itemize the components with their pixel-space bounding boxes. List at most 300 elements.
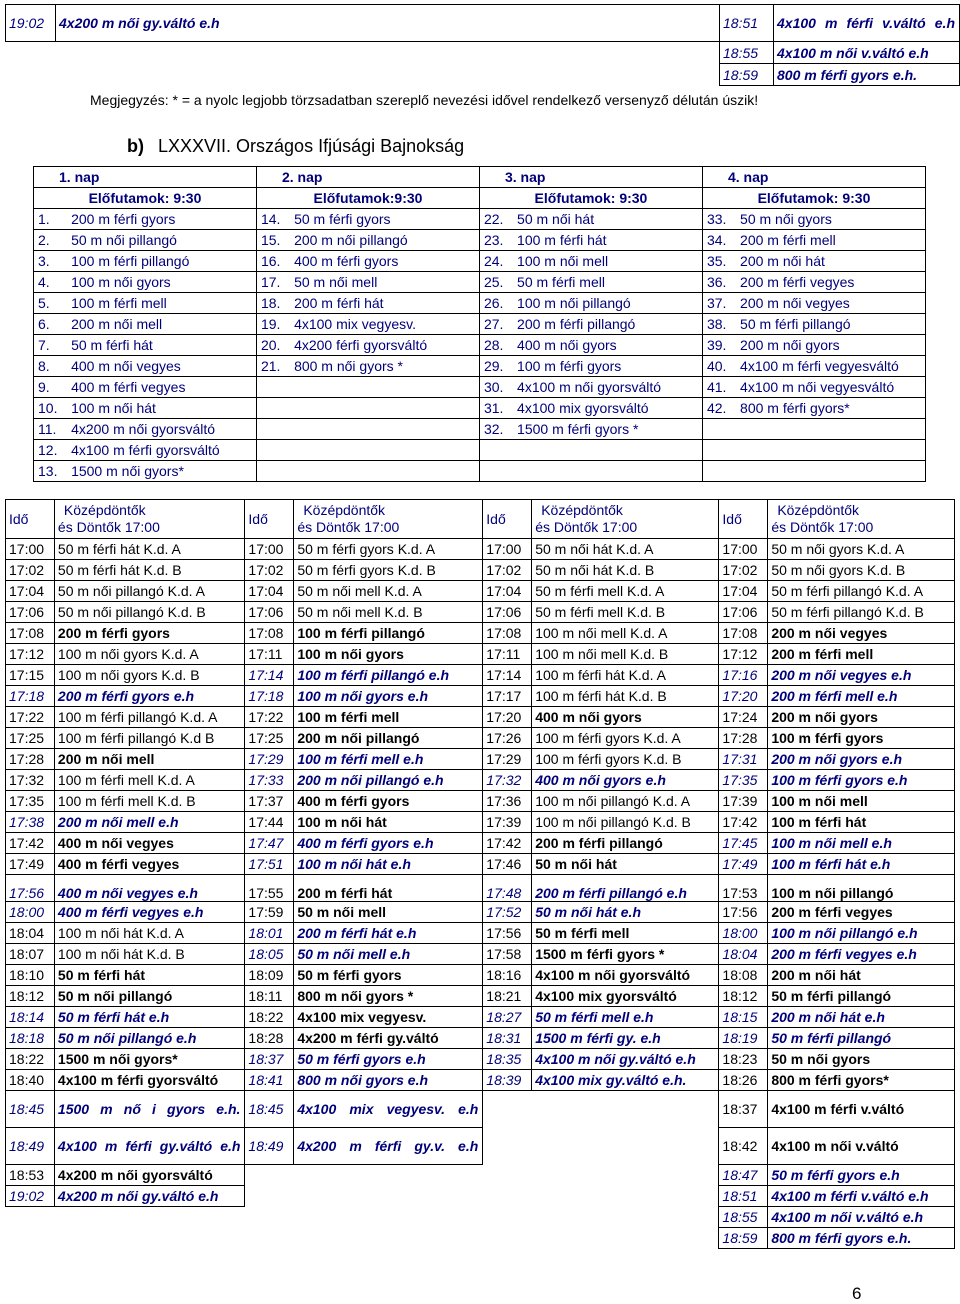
event-cell: 200 m női hát e.h — [768, 1007, 955, 1028]
time-cell: 17:11 — [483, 644, 532, 665]
time-cell: 17:56 — [6, 875, 55, 902]
event-cell: 200 m női vegyes — [768, 623, 955, 644]
continuation-schedule-table — [5, 4, 960, 86]
semifinal-label: Középdöntők — [63, 502, 146, 518]
event-name: 200 m férfi mell — [737, 230, 925, 251]
time-cell: 17:22 — [6, 707, 55, 728]
event-cell: 200 m női gyors e.h — [768, 749, 955, 770]
section-title — [127, 136, 464, 157]
event-name: 50 m férfi hát — [68, 335, 256, 356]
time-cell — [483, 1186, 532, 1207]
time-column-header: Idő — [719, 500, 768, 539]
event-name: 400 m női gyors — [514, 335, 702, 356]
footnote: Megjegyzés: * = a nyolc legjobb törzsadatban szereplő nevezési idővel rendelkező versenyző délután úszik! — [90, 92, 759, 108]
time-cell: 17:06 — [719, 602, 768, 623]
event-number: 42. — [702, 398, 737, 419]
time-cell — [245, 1228, 294, 1249]
time-cell: 18:08 — [719, 965, 768, 986]
event-cell: 100 m női hát e.h — [294, 854, 483, 875]
time-cell: 18:41 — [245, 1070, 294, 1091]
event-cell: 50 m férfi mell K.d. A — [532, 581, 719, 602]
event-number — [256, 398, 291, 419]
time-cell: 18:10 — [6, 965, 55, 986]
event-cell: 4x200 m női gy.váltó e.h — [56, 5, 720, 42]
event-name: 800 m női gyors * — [291, 356, 479, 377]
time-cell: 17:12 — [719, 644, 768, 665]
event-number — [702, 440, 737, 461]
event-cell: 50 m férfi pillangó — [768, 986, 955, 1007]
event-cell: 4x100 m férfi v.váltó — [768, 1091, 955, 1128]
event-cell: 1500 m női gyors* — [54, 1049, 245, 1070]
event-name: 4x100 mix vegyesv. — [291, 314, 479, 335]
event-number: 18. — [256, 293, 291, 314]
event-cell: 50 m női gyors K.d. A — [768, 539, 955, 560]
event-cell: 100 m női hát K.d. B — [54, 944, 245, 965]
event-cell: 800 m férfi gyors* — [768, 1070, 955, 1091]
event-cell: 50 m női gyors K.d. B — [768, 560, 955, 581]
event-cell: 50 m női mell K.d. B — [294, 602, 483, 623]
event-cell: 400 m férfi gyors — [294, 791, 483, 812]
time-cell: 18:51 — [720, 5, 774, 42]
event-cell: 4x100 m női v.váltó — [768, 1128, 955, 1165]
event-cell: 200 m férfi hát e.h — [294, 923, 483, 944]
time-cell: 18:23 — [719, 1049, 768, 1070]
event-number: 37. — [702, 293, 737, 314]
event-cell: 50 m női pillangó K.d. B — [54, 602, 245, 623]
event-cell: 100 m női mell e.h — [768, 833, 955, 854]
time-cell — [6, 1228, 55, 1249]
event-name: 4x200 férfi gyorsváltó — [291, 335, 479, 356]
event-number: 4. — [34, 272, 69, 293]
event-name: 4x100 m női vegyesváltó — [737, 377, 925, 398]
semifinal-label: Középdöntők — [541, 502, 623, 518]
time-cell: 17:18 — [6, 686, 55, 707]
time-cell: 17:08 — [245, 623, 294, 644]
table-row — [34, 272, 926, 293]
event-cell: 50 m férfi gyors K.d. B — [294, 560, 483, 581]
table-row — [6, 686, 955, 707]
day-label: 4. nap — [702, 167, 925, 188]
session-header — [294, 500, 483, 539]
time-cell: 17:12 — [6, 644, 55, 665]
event-cell: 200 m női pillangó — [294, 728, 483, 749]
event-name — [514, 440, 702, 461]
table-row — [6, 728, 955, 749]
event-number — [702, 461, 737, 482]
event-cell — [56, 64, 720, 86]
day-label: 1. nap — [34, 167, 257, 188]
event-name: 200 m női vegyes — [737, 293, 925, 314]
event-number: 24. — [479, 251, 514, 272]
time-cell: 18:26 — [719, 1070, 768, 1091]
time-cell: 17:02 — [483, 560, 532, 581]
time-cell: 17:20 — [719, 686, 768, 707]
event-cell: 100 m férfi pillangó K.d. A — [54, 707, 245, 728]
section-letter: b) — [127, 136, 144, 156]
event-name: 4x100 m férfi vegyesváltó — [737, 356, 925, 377]
event-cell: 200 m női mell — [54, 749, 245, 770]
event-cell: 200 m férfi mell — [768, 644, 955, 665]
time-cell: 17:06 — [483, 602, 532, 623]
event-cell: 50 m férfi pillangó K.d. A — [768, 581, 955, 602]
event-cell: 4x200 m férfi gy.v. e.h — [294, 1128, 483, 1165]
event-cell — [532, 1228, 719, 1249]
time-cell — [245, 1165, 294, 1186]
event-cell: 50 m férfi pillangó K.d. B — [768, 602, 955, 623]
time-cell: 18:40 — [6, 1070, 55, 1091]
event-cell: 100 m férfi gyors e.h — [768, 770, 955, 791]
time-cell: 18:55 — [719, 1207, 768, 1228]
event-cell: 200 m férfi gyors e.h — [54, 686, 245, 707]
event-cell: 50 m férfi mell K.d. B — [532, 602, 719, 623]
event-cell: 100 m férfi hát K.d. A — [532, 665, 719, 686]
event-cell: 4x100 m férfi gyorsváltó — [54, 1070, 245, 1091]
event-cell: 100 m férfi pillangó — [294, 623, 483, 644]
event-cell: 200 m női gyors — [768, 707, 955, 728]
day-label: 2. nap — [256, 167, 479, 188]
event-number: 3. — [34, 251, 69, 272]
time-cell: 17:56 — [719, 902, 768, 923]
event-number: 16. — [256, 251, 291, 272]
event-number — [702, 419, 737, 440]
time-cell: 18:53 — [6, 1165, 55, 1186]
time-cell: 17:20 — [483, 707, 532, 728]
time-cell: 17:08 — [6, 623, 55, 644]
event-cell: 4x100 m női v.váltó e.h — [768, 1207, 955, 1228]
semifinal-label: Középdöntők — [303, 502, 386, 518]
table-row — [34, 377, 926, 398]
event-cell: 50 m női mell — [294, 902, 483, 923]
event-cell: 100 m férfi mell K.d. A — [54, 770, 245, 791]
table-row — [6, 875, 955, 902]
event-cell: 4x100 mix gy.váltó e.h. — [532, 1070, 719, 1091]
time-cell: 18:37 — [245, 1049, 294, 1070]
time-cell: 18:14 — [6, 1007, 55, 1028]
event-number: 27. — [479, 314, 514, 335]
table-row — [6, 42, 960, 64]
event-name: 100 m női gyors — [68, 272, 256, 293]
time-cell: 17:47 — [245, 833, 294, 854]
event-cell: 100 m férfi mell — [294, 707, 483, 728]
table-row — [6, 1091, 955, 1128]
time-cell: 18:39 — [483, 1070, 532, 1091]
time-cell: 18:12 — [6, 986, 55, 1007]
event-number: 32. — [479, 419, 514, 440]
time-cell: 17:08 — [719, 623, 768, 644]
event-name: 100 m női mell — [514, 251, 702, 272]
event-number: 36. — [702, 272, 737, 293]
table-row — [6, 602, 955, 623]
time-cell: 19:02 — [6, 1186, 55, 1207]
time-cell: 18:42 — [719, 1128, 768, 1165]
event-name: 4x100 m férfi gyorsváltó — [68, 440, 256, 461]
event-number: 15. — [256, 230, 291, 251]
event-name: 4x100 m női gyorsváltó — [514, 377, 702, 398]
event-cell — [54, 1207, 245, 1228]
time-cell — [483, 1091, 532, 1128]
time-cell: 18:37 — [719, 1091, 768, 1128]
event-name: 50 m férfi gyors — [291, 209, 479, 230]
table-row — [34, 335, 926, 356]
time-cell: 18:21 — [483, 986, 532, 1007]
time-cell: 17:02 — [6, 560, 55, 581]
time-cell: 17:39 — [719, 791, 768, 812]
time-cell: 17:25 — [245, 728, 294, 749]
event-number: 33. — [702, 209, 737, 230]
table-row — [6, 644, 955, 665]
time-cell: 17:28 — [6, 749, 55, 770]
event-name: 400 m női vegyes — [68, 356, 256, 377]
table-row — [6, 1028, 955, 1049]
time-cell: 17:14 — [245, 665, 294, 686]
session-header — [768, 500, 955, 539]
time-cell: 17:36 — [483, 791, 532, 812]
event-name: 200 m női mell — [68, 314, 256, 335]
event-name — [737, 419, 925, 440]
section-heading: LXXXVII. Országos Ifjúsági Bajnokság — [158, 136, 465, 156]
event-cell: 200 m női vegyes e.h — [768, 665, 955, 686]
time-cell: 18:51 — [719, 1186, 768, 1207]
event-cell: 100 m női mell — [768, 791, 955, 812]
event-name: 200 m női pillangó — [291, 230, 479, 251]
time-cell — [6, 42, 56, 64]
event-number — [256, 419, 291, 440]
event-name — [291, 419, 479, 440]
time-cell: 17:32 — [6, 770, 55, 791]
event-cell: 50 m férfi hát e.h — [54, 1007, 245, 1028]
table-row — [6, 1228, 955, 1249]
event-cell: 50 m férfi mell — [532, 923, 719, 944]
event-name: 1500 m férfi gyors * — [514, 419, 702, 440]
time-cell: 17:17 — [483, 686, 532, 707]
event-cell: 50 m férfi gyors — [294, 965, 483, 986]
table-row — [34, 251, 926, 272]
time-cell: 18:47 — [719, 1165, 768, 1186]
event-cell: 200 m női hát — [768, 965, 955, 986]
table-row — [6, 1070, 955, 1091]
event-cell: 4x100 m női gy.váltó e.h — [532, 1049, 719, 1070]
time-cell: 19:02 — [6, 5, 56, 42]
event-cell: 4x200 m férfi gy.váltó — [294, 1028, 483, 1049]
event-cell: 100 m női mell K.d. B — [532, 644, 719, 665]
event-cell: 4x200 m női gyorsváltó — [54, 1165, 245, 1186]
event-cell: 100 m férfi hát e.h — [768, 854, 955, 875]
table-row — [6, 854, 955, 875]
event-cell: 50 m női hát K.d. B — [532, 560, 719, 581]
event-name — [291, 440, 479, 461]
event-name — [291, 377, 479, 398]
final-label: és Döntők 17:00 — [57, 519, 160, 535]
event-cell: 400 m női gyors — [532, 707, 719, 728]
time-cell: 17:46 — [483, 854, 532, 875]
table-row — [6, 1186, 955, 1207]
time-cell: 18:22 — [245, 1007, 294, 1028]
event-cell: 4x200 m női gy.váltó e.h — [54, 1186, 245, 1207]
event-number: 20. — [256, 335, 291, 356]
time-cell: 18:35 — [483, 1049, 532, 1070]
event-cell: 400 m férfi gyors e.h — [294, 833, 483, 854]
event-cell: 800 m női gyors * — [294, 986, 483, 1007]
event-cell: 50 m női pillangó K.d. A — [54, 581, 245, 602]
time-cell: 17:51 — [245, 854, 294, 875]
time-cell: 17:28 — [719, 728, 768, 749]
heats-header-row — [34, 188, 926, 209]
time-cell: 17:06 — [6, 602, 55, 623]
time-cell: 17:48 — [483, 875, 532, 902]
event-cell: 4x100 m női v.váltó e.h — [774, 42, 960, 64]
event-number: 26. — [479, 293, 514, 314]
event-cell: 50 m férfi gyors K.d. A — [294, 539, 483, 560]
event-number — [256, 377, 291, 398]
event-cell: 100 m férfi hát K.d. B — [532, 686, 719, 707]
time-cell: 17:04 — [245, 581, 294, 602]
event-cell: 100 m női mell K.d. A — [532, 623, 719, 644]
time-cell: 18:49 — [245, 1128, 294, 1165]
event-name: 100 m férfi hát — [514, 230, 702, 251]
event-number: 21. — [256, 356, 291, 377]
time-cell: 18:01 — [245, 923, 294, 944]
event-name: 400 m férfi gyors — [291, 251, 479, 272]
time-cell: 17:33 — [245, 770, 294, 791]
event-cell: 50 m női hát K.d. A — [532, 539, 719, 560]
event-name — [737, 461, 925, 482]
event-name — [514, 461, 702, 482]
time-cell: 18:22 — [6, 1049, 55, 1070]
event-cell: 4x100 mix vegyesv. e.h — [294, 1091, 483, 1128]
event-cell: 800 m férfi gyors e.h. — [774, 64, 960, 86]
event-name: 100 m férfi mell — [68, 293, 256, 314]
time-cell: 17:16 — [719, 665, 768, 686]
event-cell: 200 m férfi mell e.h — [768, 686, 955, 707]
time-column-header: Idő — [483, 500, 532, 539]
event-cell: 50 m férfi hát K.d. B — [54, 560, 245, 581]
event-cell — [294, 1165, 483, 1186]
event-cell: 400 m női gyors e.h — [532, 770, 719, 791]
time-cell — [245, 1207, 294, 1228]
time-cell: 17:26 — [483, 728, 532, 749]
event-name: 200 m női gyors — [737, 335, 925, 356]
event-cell — [532, 1207, 719, 1228]
time-cell: 17:00 — [245, 539, 294, 560]
time-cell: 17:37 — [245, 791, 294, 812]
event-cell: 50 m férfi gyors e.h — [294, 1049, 483, 1070]
event-cell: 100 m férfi gyors K.d. A — [532, 728, 719, 749]
time-cell: 17:58 — [483, 944, 532, 965]
time-cell: 18:00 — [6, 902, 55, 923]
event-cell: 50 m női hát — [532, 854, 719, 875]
event-cell: 200 m férfi vegyes e.h — [768, 944, 955, 965]
table-row — [6, 665, 955, 686]
time-cell — [245, 1186, 294, 1207]
event-number: 40. — [702, 356, 737, 377]
time-cell: 17:04 — [6, 581, 55, 602]
event-name: 200 m férfi vegyes — [737, 272, 925, 293]
time-cell: 18:19 — [719, 1028, 768, 1049]
event-cell: 4x100 mix gyorsváltó — [532, 986, 719, 1007]
time-cell: 18:00 — [719, 923, 768, 944]
event-number: 25. — [479, 272, 514, 293]
time-cell: 18:04 — [719, 944, 768, 965]
event-number: 12. — [34, 440, 69, 461]
event-cell: 100 m női hát K.d. A — [54, 923, 245, 944]
table-row — [34, 314, 926, 335]
time-cell: 18:07 — [6, 944, 55, 965]
event-name: 200 m férfi gyors — [68, 209, 256, 230]
event-number — [479, 461, 514, 482]
event-name: 4x100 mix gyorsváltó — [514, 398, 702, 419]
table-row — [6, 1207, 955, 1228]
event-cell — [294, 1228, 483, 1249]
event-name: 50 m női pillangó — [68, 230, 256, 251]
finals-schedule-table — [5, 499, 955, 1249]
event-name: 50 m férfi mell — [514, 272, 702, 293]
event-number: 13. — [34, 461, 69, 482]
time-cell: 18:28 — [245, 1028, 294, 1049]
time-cell: 17:02 — [719, 560, 768, 581]
heats-time-label: Előfutamok: 9:30 — [702, 188, 925, 209]
time-cell: 18:11 — [245, 986, 294, 1007]
table-row — [6, 539, 955, 560]
event-number: 30. — [479, 377, 514, 398]
event-number — [479, 440, 514, 461]
event-cell: 200 m férfi pillangó e.h — [532, 875, 719, 902]
time-cell: 18:15 — [719, 1007, 768, 1028]
event-cell: 100 m férfi gyors — [768, 728, 955, 749]
event-name: 400 m férfi vegyes — [68, 377, 256, 398]
time-cell: 17:25 — [6, 728, 55, 749]
time-cell — [6, 1207, 55, 1228]
time-cell: 18:12 — [719, 986, 768, 1007]
event-name: 1500 m női gyors* — [68, 461, 256, 482]
event-cell: 100 m férfi mell K.d. B — [54, 791, 245, 812]
table-row — [34, 398, 926, 419]
final-label: és Döntők 17:00 — [771, 519, 874, 535]
event-number — [256, 440, 291, 461]
time-cell: 17:52 — [483, 902, 532, 923]
time-cell: 17:35 — [719, 770, 768, 791]
final-label: és Döntők 17:00 — [297, 519, 400, 535]
event-number: 22. — [479, 209, 514, 230]
table-row — [6, 560, 955, 581]
heats-time-label: Előfutamok:9:30 — [256, 188, 479, 209]
event-number: 17. — [256, 272, 291, 293]
event-cell — [532, 1091, 719, 1128]
event-cell: 200 m férfi hát — [294, 875, 483, 902]
time-cell: 17:44 — [245, 812, 294, 833]
table-row — [6, 5, 960, 42]
time-cell — [6, 64, 56, 86]
event-name: 200 m női hát — [737, 251, 925, 272]
event-cell: 4x100 m férfi v.váltó e.h — [768, 1186, 955, 1207]
event-cell: 100 m férfi pillangó e.h — [294, 665, 483, 686]
time-cell: 18:49 — [6, 1128, 55, 1165]
time-cell: 17:22 — [245, 707, 294, 728]
event-cell: 50 m női gyors — [768, 1049, 955, 1070]
time-cell: 18:16 — [483, 965, 532, 986]
day-label: 3. nap — [479, 167, 702, 188]
event-number: 35. — [702, 251, 737, 272]
time-cell: 17:08 — [483, 623, 532, 644]
time-cell — [483, 1228, 532, 1249]
time-cell: 18:05 — [245, 944, 294, 965]
time-cell: 17:45 — [719, 833, 768, 854]
time-cell: 17:39 — [483, 812, 532, 833]
event-cell: 100 m férfi hát — [768, 812, 955, 833]
event-cell: 400 m női vegyes — [54, 833, 245, 854]
event-cell: 1500 m férfi gy. e.h — [532, 1028, 719, 1049]
day-header-row — [34, 167, 926, 188]
table-row — [6, 923, 955, 944]
